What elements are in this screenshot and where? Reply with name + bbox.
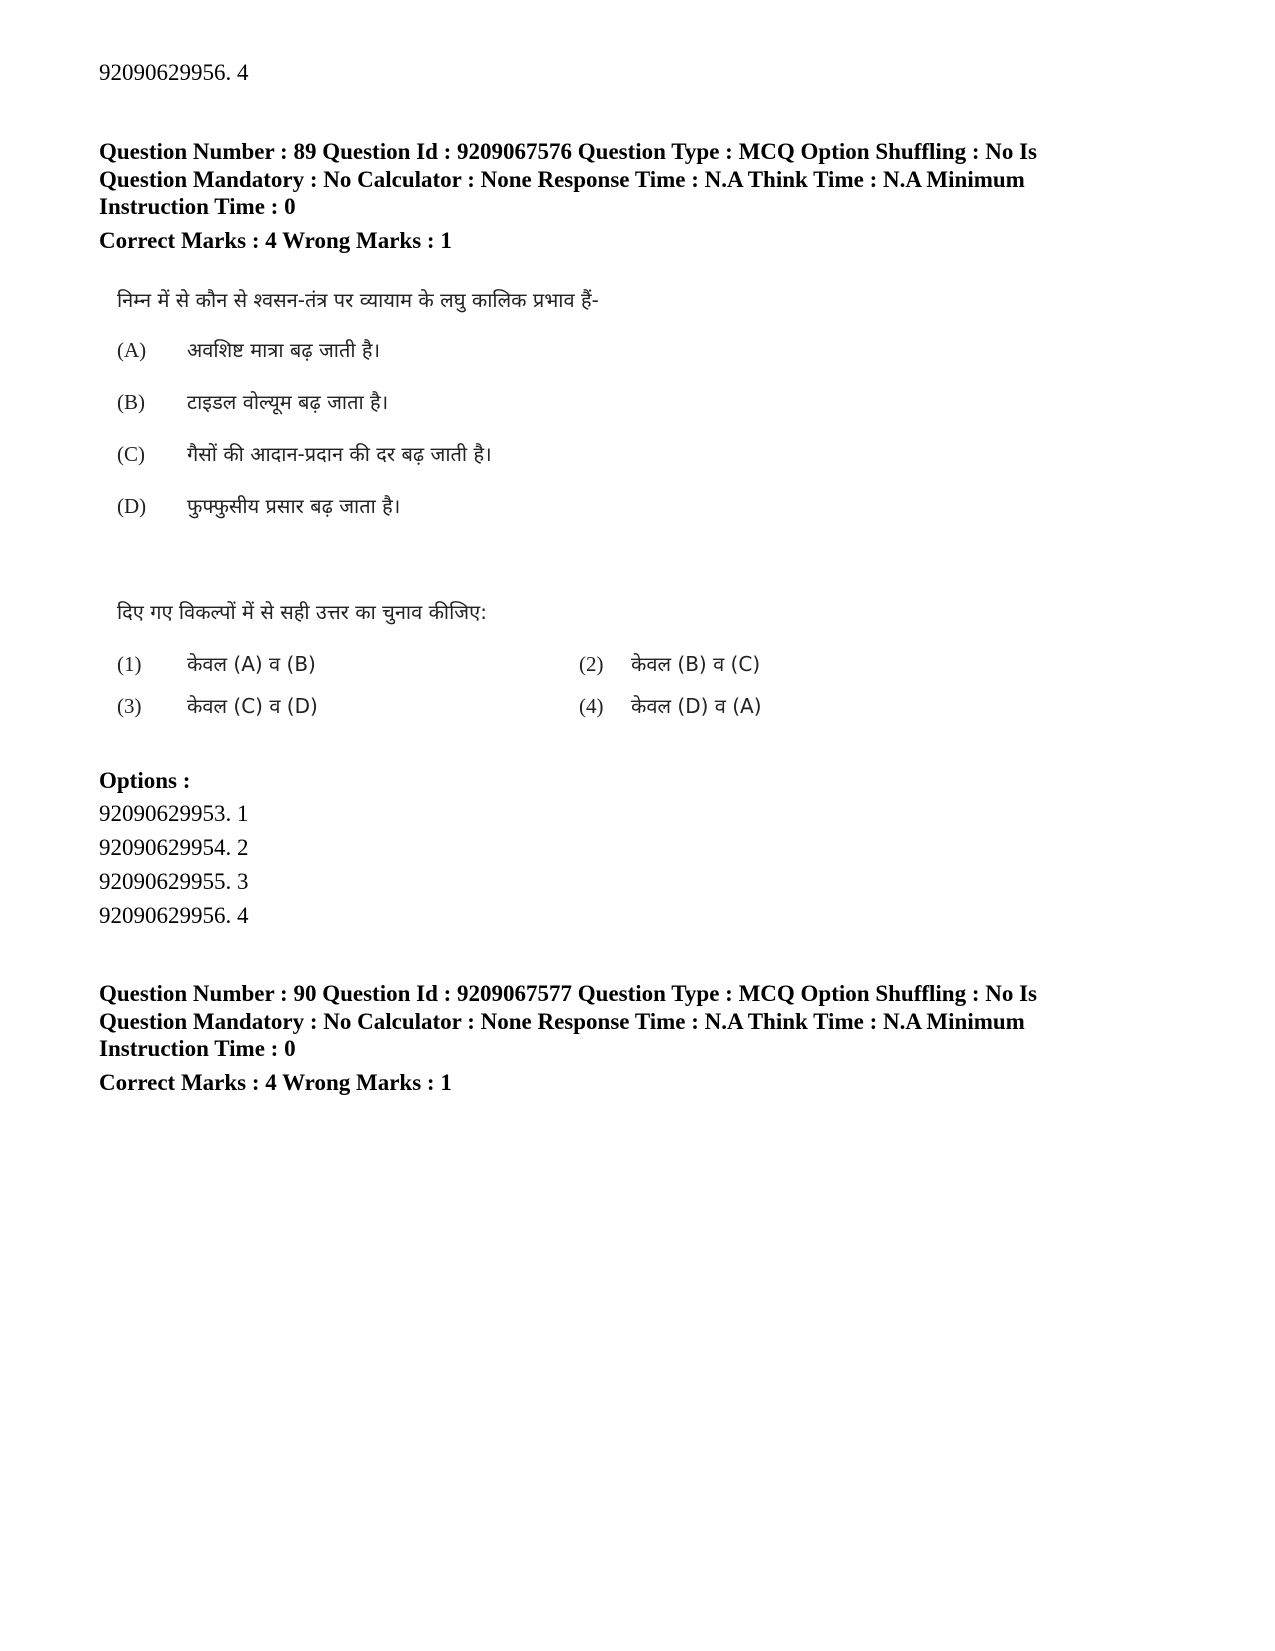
choice-4-label: (4) xyxy=(579,694,604,718)
q89-question-text: निम्न में से कौन से श्वसन-तंत्र पर व्यायाम के लघु कालिक प्रभाव हैं- xyxy=(117,288,599,312)
statement-b-label: (B) xyxy=(117,390,145,414)
choice-2-label: (2) xyxy=(579,652,604,676)
previous-option-line: 92090629956. 4 xyxy=(99,60,249,85)
statement-c-text: गैसों की आदान-प्रदान की दर बढ़ जाती है। xyxy=(187,442,492,466)
q89-header-line-3: Instruction Time : 0 xyxy=(99,194,296,219)
q90-header-line-3: Instruction Time : 0 xyxy=(99,1036,296,1061)
statement-d-text: फुफ्फुसीय प्रसार बढ़ जाता है। xyxy=(187,494,401,518)
q89-header-line-2: Question Mandatory : No Calculator : None Response Time : N.A Think Time : N.A Minimum xyxy=(99,167,1025,192)
option-line-4: 92090629956. 4 xyxy=(99,903,249,928)
choice-1-text: केवल (A) व (B) xyxy=(187,652,316,676)
q90-header-line-1: Question Number : 90 Question Id : 9209067577 Question Type : MCQ Option Shuffling : No Is xyxy=(99,981,1038,1006)
statement-c-label: (C) xyxy=(117,442,145,466)
statement-a-label: (A) xyxy=(117,338,147,362)
option-line-1: 92090629953. 1 xyxy=(99,801,249,826)
choice-3-text: केवल (C) व (D) xyxy=(187,694,318,718)
choice-3-label: (3) xyxy=(117,694,142,718)
q89-instruction: दिए गए विकल्पों में से सही उत्तर का चुनाव कीजिए: xyxy=(117,600,487,624)
options-heading: Options : xyxy=(99,768,191,793)
choice-1-label: (1) xyxy=(117,652,142,676)
option-line-2: 92090629954. 2 xyxy=(99,835,249,860)
choice-2-text: केवल (B) व (C) xyxy=(631,652,761,676)
q89-question-image xyxy=(99,270,779,745)
q90-header-line-2: Question Mandatory : No Calculator : None Response Time : N.A Think Time : N.A Minimum xyxy=(99,1009,1025,1034)
q90-marks: Correct Marks : 4 Wrong Marks : 1 xyxy=(99,1070,452,1095)
statement-d-label: (D) xyxy=(117,494,147,518)
statement-a-text: अवशिष्ट मात्रा बढ़ जाती है। xyxy=(187,338,381,362)
q89-header-line-1: Question Number : 89 Question Id : 9209067576 Question Type : MCQ Option Shuffling : No Is xyxy=(99,139,1038,164)
choice-4-text: केवल (D) व (A) xyxy=(631,694,762,718)
option-line-3: 92090629955. 3 xyxy=(99,869,249,894)
q89-marks: Correct Marks : 4 Wrong Marks : 1 xyxy=(99,228,452,253)
statement-b-text: टाइडल वोल्यूम बढ़ जाता है। xyxy=(187,390,389,414)
